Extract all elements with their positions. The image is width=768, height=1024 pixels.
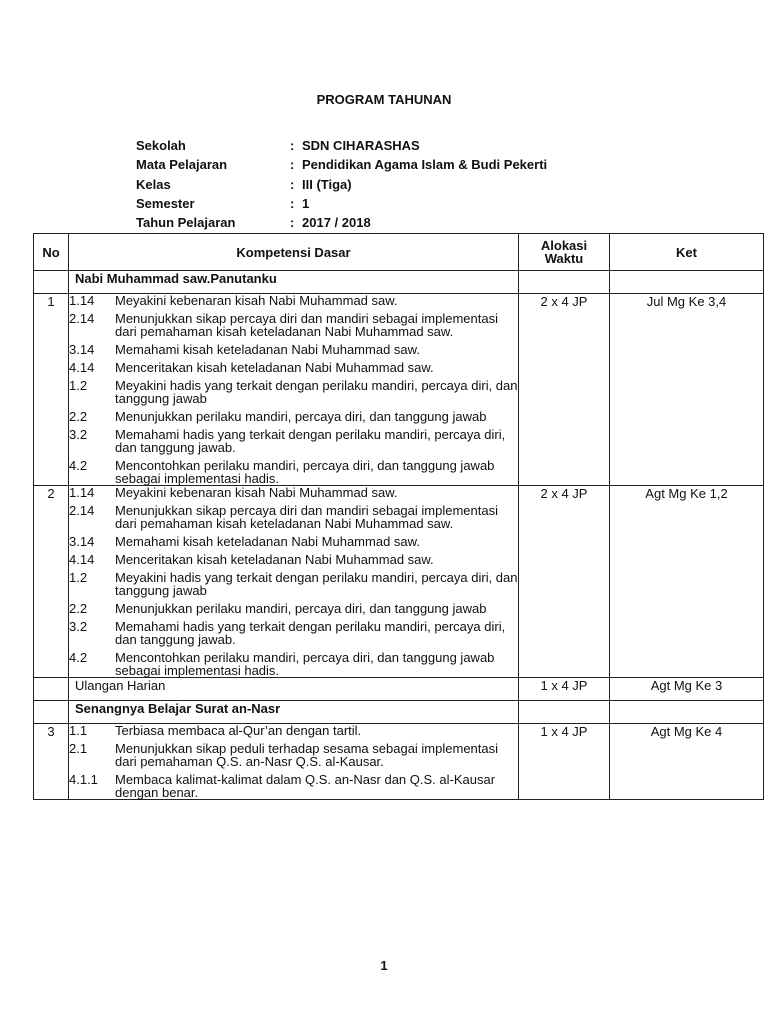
kd-item bbox=[69, 724, 518, 737]
section-row bbox=[34, 271, 764, 294]
kd-item bbox=[69, 379, 518, 405]
kd-code: 4.2 bbox=[69, 650, 88, 665]
kd-text: Meyakini hadis yang terkait dengan perilaku mandiri, percaya diri, dan tanggung jawab bbox=[115, 378, 518, 406]
row-no: 2 bbox=[34, 486, 69, 678]
kd-item bbox=[69, 651, 518, 677]
kd-text: Meyakini kebenaran kisah Nabi Muhammad saw. bbox=[115, 293, 398, 308]
kd-item bbox=[69, 742, 518, 768]
info-value: 2017 / 2018 bbox=[302, 215, 371, 231]
header-ket: Ket bbox=[610, 234, 764, 271]
kd-text: Memahami kisah keteladanan Nabi Muhammad saw. bbox=[115, 534, 420, 549]
row-alokasi-waktu: 2 x 4 JP bbox=[519, 486, 610, 678]
kd-code: 3.2 bbox=[69, 619, 88, 634]
kd-item bbox=[69, 620, 518, 646]
info-row-sekolah bbox=[136, 136, 547, 155]
kd-item bbox=[69, 343, 518, 356]
ulangan-label: Ulangan Harian bbox=[69, 678, 519, 701]
kd-text: Meyakini hadis yang terkait dengan perilaku mandiri, percaya diri, dan tanggung jawab bbox=[115, 570, 518, 598]
header-alokasi: Alokasi bbox=[540, 238, 588, 253]
kd-item bbox=[69, 486, 518, 499]
kd-code: 2.2 bbox=[69, 409, 88, 424]
kd-text: Meyakini kebenaran kisah Nabi Muhammad saw. bbox=[115, 485, 398, 500]
row-kompetensi bbox=[69, 724, 519, 800]
kd-text: Menunjukkan sikap percaya diri dan mandiri sebagai implementasi dari pemahaman kisah keteladanan Nabi Muhammad saw. bbox=[115, 503, 498, 531]
info-value: 1 bbox=[302, 195, 310, 211]
kd-item bbox=[69, 602, 518, 615]
kd-item bbox=[69, 571, 518, 597]
info-colon: : bbox=[290, 176, 295, 192]
row-kompetensi bbox=[69, 294, 519, 486]
kd-item bbox=[69, 773, 518, 799]
row-ket: Agt Mg Ke 4 bbox=[610, 724, 764, 800]
kd-text: Mencontohkan perilaku mandiri, percaya diri, dan tanggung jawab sebagai implementasi hadis. bbox=[115, 650, 495, 678]
kd-item bbox=[69, 553, 518, 566]
kd-text: Memahami hadis yang terkait dengan perilaku mandiri, percaya diri, dan tanggung jawab. bbox=[115, 619, 506, 647]
kd-item bbox=[69, 410, 518, 423]
kd-item bbox=[69, 459, 518, 485]
info-value: Pendidikan Agama Islam & Budi Pekerti bbox=[302, 157, 548, 173]
kd-item bbox=[69, 361, 518, 374]
kd-item bbox=[69, 428, 518, 454]
row-ket: Agt Mg Ke 1,2 bbox=[610, 486, 764, 678]
kd-text: Menunjukkan perilaku mandiri, percaya diri, dan tanggung jawab bbox=[115, 409, 487, 424]
table-row bbox=[34, 724, 764, 800]
ulangan-alokasi-waktu: 1 x 4 JP bbox=[519, 678, 610, 701]
info-block bbox=[136, 136, 547, 232]
info-row-kelas bbox=[136, 175, 547, 194]
kd-text: Menunjukkan sikap peduli terhadap sesama sebagai implementasi dari pemahaman Q.S. an-Nasr Q.S. al-Kausar. bbox=[115, 741, 499, 769]
kd-text: Menceritakan kisah keteladanan Nabi Muhammad saw. bbox=[115, 360, 434, 375]
info-colon: : bbox=[290, 195, 295, 211]
kd-text: Menceritakan kisah keteladanan Nabi Muhammad saw. bbox=[115, 552, 434, 567]
info-value: SDN CIHARASHAS bbox=[302, 138, 420, 153]
page-number: 1 bbox=[380, 958, 388, 973]
kd-code: 4.1.1 bbox=[69, 772, 98, 787]
info-colon: : bbox=[290, 138, 295, 153]
kd-code: 4.14 bbox=[69, 552, 95, 567]
kd-item bbox=[69, 504, 518, 530]
section-title: Senangnya Belajar Surat an-Nasr bbox=[69, 701, 519, 724]
kd-code: 1.14 bbox=[69, 293, 95, 308]
kd-item bbox=[69, 294, 518, 307]
page-title: PROGRAM TAHUNAN bbox=[316, 92, 452, 107]
info-row-tahun-pelajaran bbox=[136, 213, 547, 232]
section-title: Nabi Muhammad saw.Panutanku bbox=[69, 271, 519, 294]
kd-code: 1.2 bbox=[69, 570, 88, 585]
kd-code: 1.14 bbox=[69, 485, 95, 500]
kd-item bbox=[69, 535, 518, 548]
section-row bbox=[34, 701, 764, 724]
ulangan-row bbox=[34, 678, 764, 701]
table-header-row bbox=[34, 234, 764, 271]
kd-code: 3.2 bbox=[69, 427, 88, 442]
kd-text: Memahami hadis yang terkait dengan perilaku mandiri, percaya diri, dan tanggung jawab. bbox=[115, 427, 506, 455]
ulangan-ket: Agt Mg Ke 3 bbox=[610, 678, 764, 701]
row-alokasi-waktu: 1 x 4 JP bbox=[519, 724, 610, 800]
kd-code: 3.14 bbox=[69, 534, 95, 549]
table-row bbox=[34, 294, 764, 486]
header-waktu: Waktu bbox=[544, 251, 584, 266]
header-alokasi-waktu bbox=[519, 234, 610, 271]
header-no: No bbox=[34, 234, 69, 271]
row-no: 3 bbox=[34, 724, 69, 800]
kd-code: 1.2 bbox=[69, 378, 88, 393]
row-alokasi-waktu: 2 x 4 JP bbox=[519, 294, 610, 486]
kd-text: Menunjukkan sikap percaya diri dan mandiri sebagai implementasi dari pemahaman kisah keteladanan Nabi Muhammad saw. bbox=[115, 311, 498, 339]
info-label: Sekolah bbox=[136, 138, 186, 153]
kd-code: 2.1 bbox=[69, 741, 88, 756]
info-row-semester bbox=[136, 194, 547, 213]
kd-text: Membaca kalimat-kalimat dalam Q.S. an-Nasr dan Q.S. al-Kausar dengan benar. bbox=[115, 772, 496, 800]
kd-code: 4.14 bbox=[69, 360, 95, 375]
info-label: Kelas bbox=[136, 176, 171, 192]
info-colon: : bbox=[290, 215, 295, 231]
info-label: Semester bbox=[136, 195, 195, 211]
row-ket: Jul Mg Ke 3,4 bbox=[610, 294, 764, 486]
kd-text: Terbiasa membaca al-Qur’an dengan tartil. bbox=[115, 723, 362, 738]
kd-item bbox=[69, 312, 518, 338]
info-row-mata-pelajaran bbox=[136, 155, 547, 174]
kd-code: 2.14 bbox=[69, 503, 95, 518]
kd-code: 4.2 bbox=[69, 458, 88, 473]
kd-code: 1.1 bbox=[69, 723, 88, 738]
info-colon: : bbox=[290, 157, 295, 173]
kd-text: Menunjukkan perilaku mandiri, percaya diri, dan tanggung jawab bbox=[115, 601, 487, 616]
info-label: Tahun Pelajaran bbox=[136, 215, 236, 231]
program-table bbox=[33, 233, 764, 800]
row-no: 1 bbox=[34, 294, 69, 486]
info-label: Mata Pelajaran bbox=[136, 157, 228, 173]
kd-code: 3.14 bbox=[69, 342, 95, 357]
kd-text: Mencontohkan perilaku mandiri, percaya diri, dan tanggung jawab sebagai implementasi hadis. bbox=[115, 458, 495, 486]
table-row bbox=[34, 486, 764, 678]
info-value: III (Tiga) bbox=[302, 176, 352, 192]
kd-code: 2.14 bbox=[69, 311, 95, 326]
kd-text: Memahami kisah keteladanan Nabi Muhammad saw. bbox=[115, 342, 420, 357]
kd-code: 2.2 bbox=[69, 601, 88, 616]
row-kompetensi bbox=[69, 486, 519, 678]
header-kompetensi-dasar: Kompetensi Dasar bbox=[69, 234, 519, 271]
